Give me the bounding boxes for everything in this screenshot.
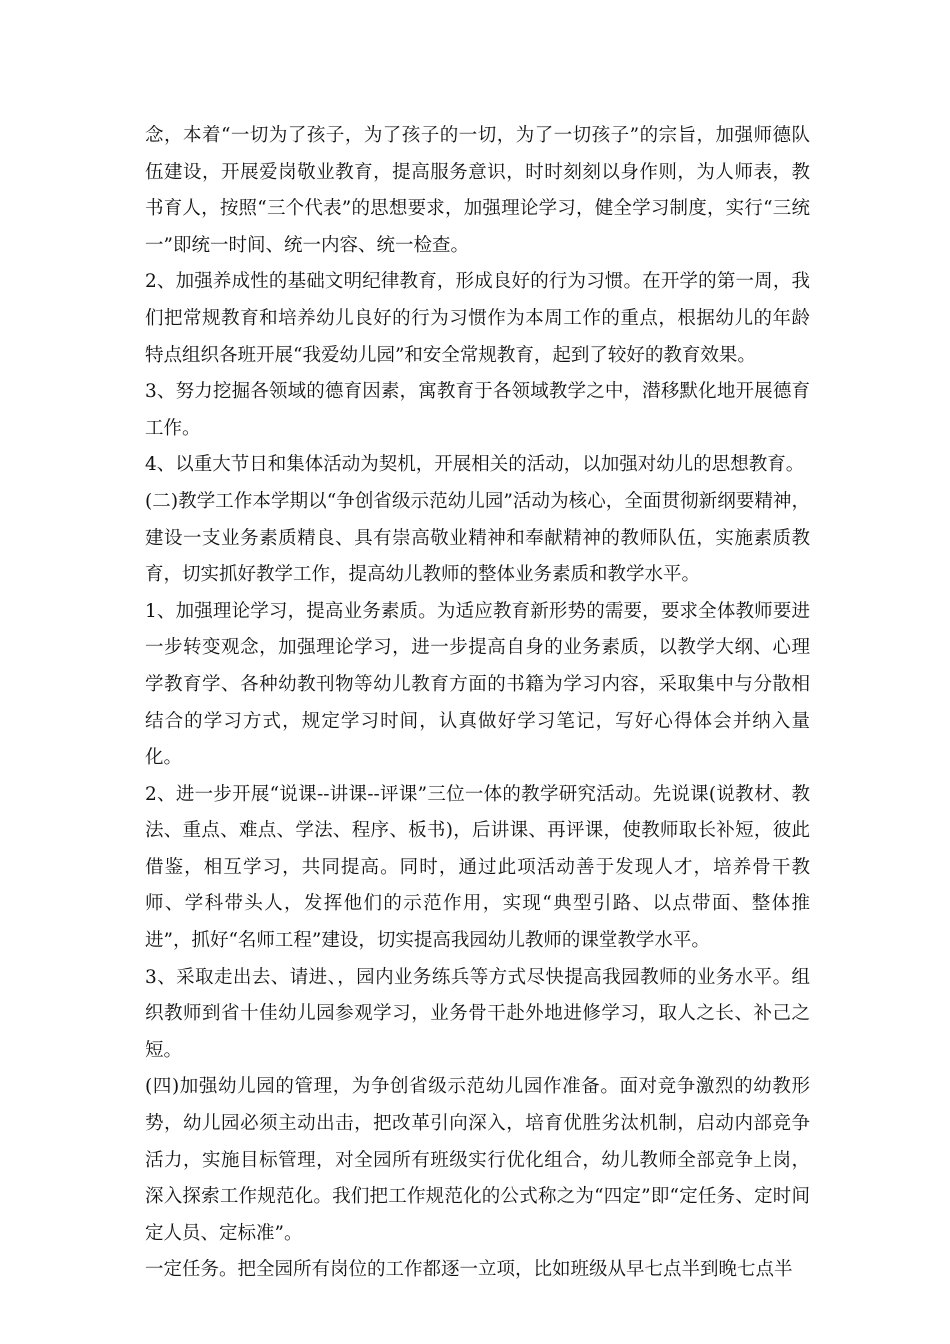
paragraph-teaching-work-heading: (二)教学工作本学期以“争创省级示范幼儿园”活动为核心，全面贯彻新纲要精神，建设一支业务素质精良、具有崇高敬业精神和奉献精神的教师队伍，实施素质教育，切实抓好教学工作，提高幼儿教师的整体业务素质和教学水平。 (145, 490, 810, 586)
paragraph-kindergarten-management: (四)加强幼儿园的管理，为争创省级示范幼儿园作准备。面对竞争激烈的幼教形势，幼儿园必须主动出击，把改革引向深入，培育优胜劣汰机制，启动内部竞争活力，实施目标管理，对全园所有班级实行优化组合，幼儿教师全部竞争上岗，深入探索工作规范化。我们把工作规范化的公式称之为“四定”即“定任务、定时间定人员、定标准”。 (145, 1076, 810, 1244)
paragraph-lesson-research: 2、进一步开展“说课--讲课--评课”三位一体的教学研究活动。先说课(说教材、教法、重点、难点、学法、程序、板书)，后讲课、再评课，使教师取长补短，彼此借鉴，相互学习，共同提高。同时，通过此项活动善于发现人才，培养骨干教师、学科带头人，发挥他们的示范作用，实现“典型引路、以点带面、整体推进”，抓好“名师工程”建设，切实提高我园幼儿教师的课堂教学水平。 (145, 783, 810, 952)
paragraph-festival-activities: 4、以重大节日和集体活动为契机，开展相关的活动，以加强对幼儿的思想教育。 (145, 454, 805, 476)
paragraph-teacher-training: 3、采取走出去、请进、，园内业务练兵等方式尽快提高我园教师的业务水平。组织教师到省十佳幼儿园参观学习，业务骨干赴外地进修学习，取人之长、补己之短。 (145, 966, 810, 1061)
paragraph-moral-team-building: 念，本着“一切为了孩子，为了孩子的一切，为了一切孩子”的宗旨，加强师德队伍建设，开展爱岗敬业教育，提高服务意识，时时刻刻以身作则，为人师表，教书育人，按照“三个代表”的思想要求，加强理论学习，健全学习制度，实行“三统一”即统一时间、统一内容、统一检查。 (145, 125, 810, 256)
paragraph-moral-factors: 3、努力挖掘各领域的德育因素，寓教育于各领域教学之中，潜移默化地开展德育工作。 (145, 381, 810, 439)
paragraph-discipline-education: 2、加强养成性的基础文明纪律教育，形成良好的行为习惯。在开学的第一周，我们把常规教育和培养幼儿良好的行为习惯作为本周工作的重点，根据幼儿的年龄特点组织各班开展“我爱幼儿园”和安全常规教育，起到了较好的教育效果。 (145, 271, 810, 366)
paragraph-define-tasks: 一定任务。把全园所有岗位的工作都逐一立项，比如班级从早七点半到晚七点半 (145, 1259, 793, 1281)
document-body (145, 118, 810, 1289)
paragraph-theory-study: 1、加强理论学习，提高业务素质。为适应教育新形势的需要，要求全体教师要进一步转变观念，加强理论学习，进一步提高自身的业务素质，以教学大纲、心理学教育学、各种幼教刊物等幼儿教育方面的书籍为学习内容，采取集中与分散相结合的学习方式，规定学习时间，认真做好学习笔记，写好心得体会并纳入量化。 (145, 600, 810, 769)
